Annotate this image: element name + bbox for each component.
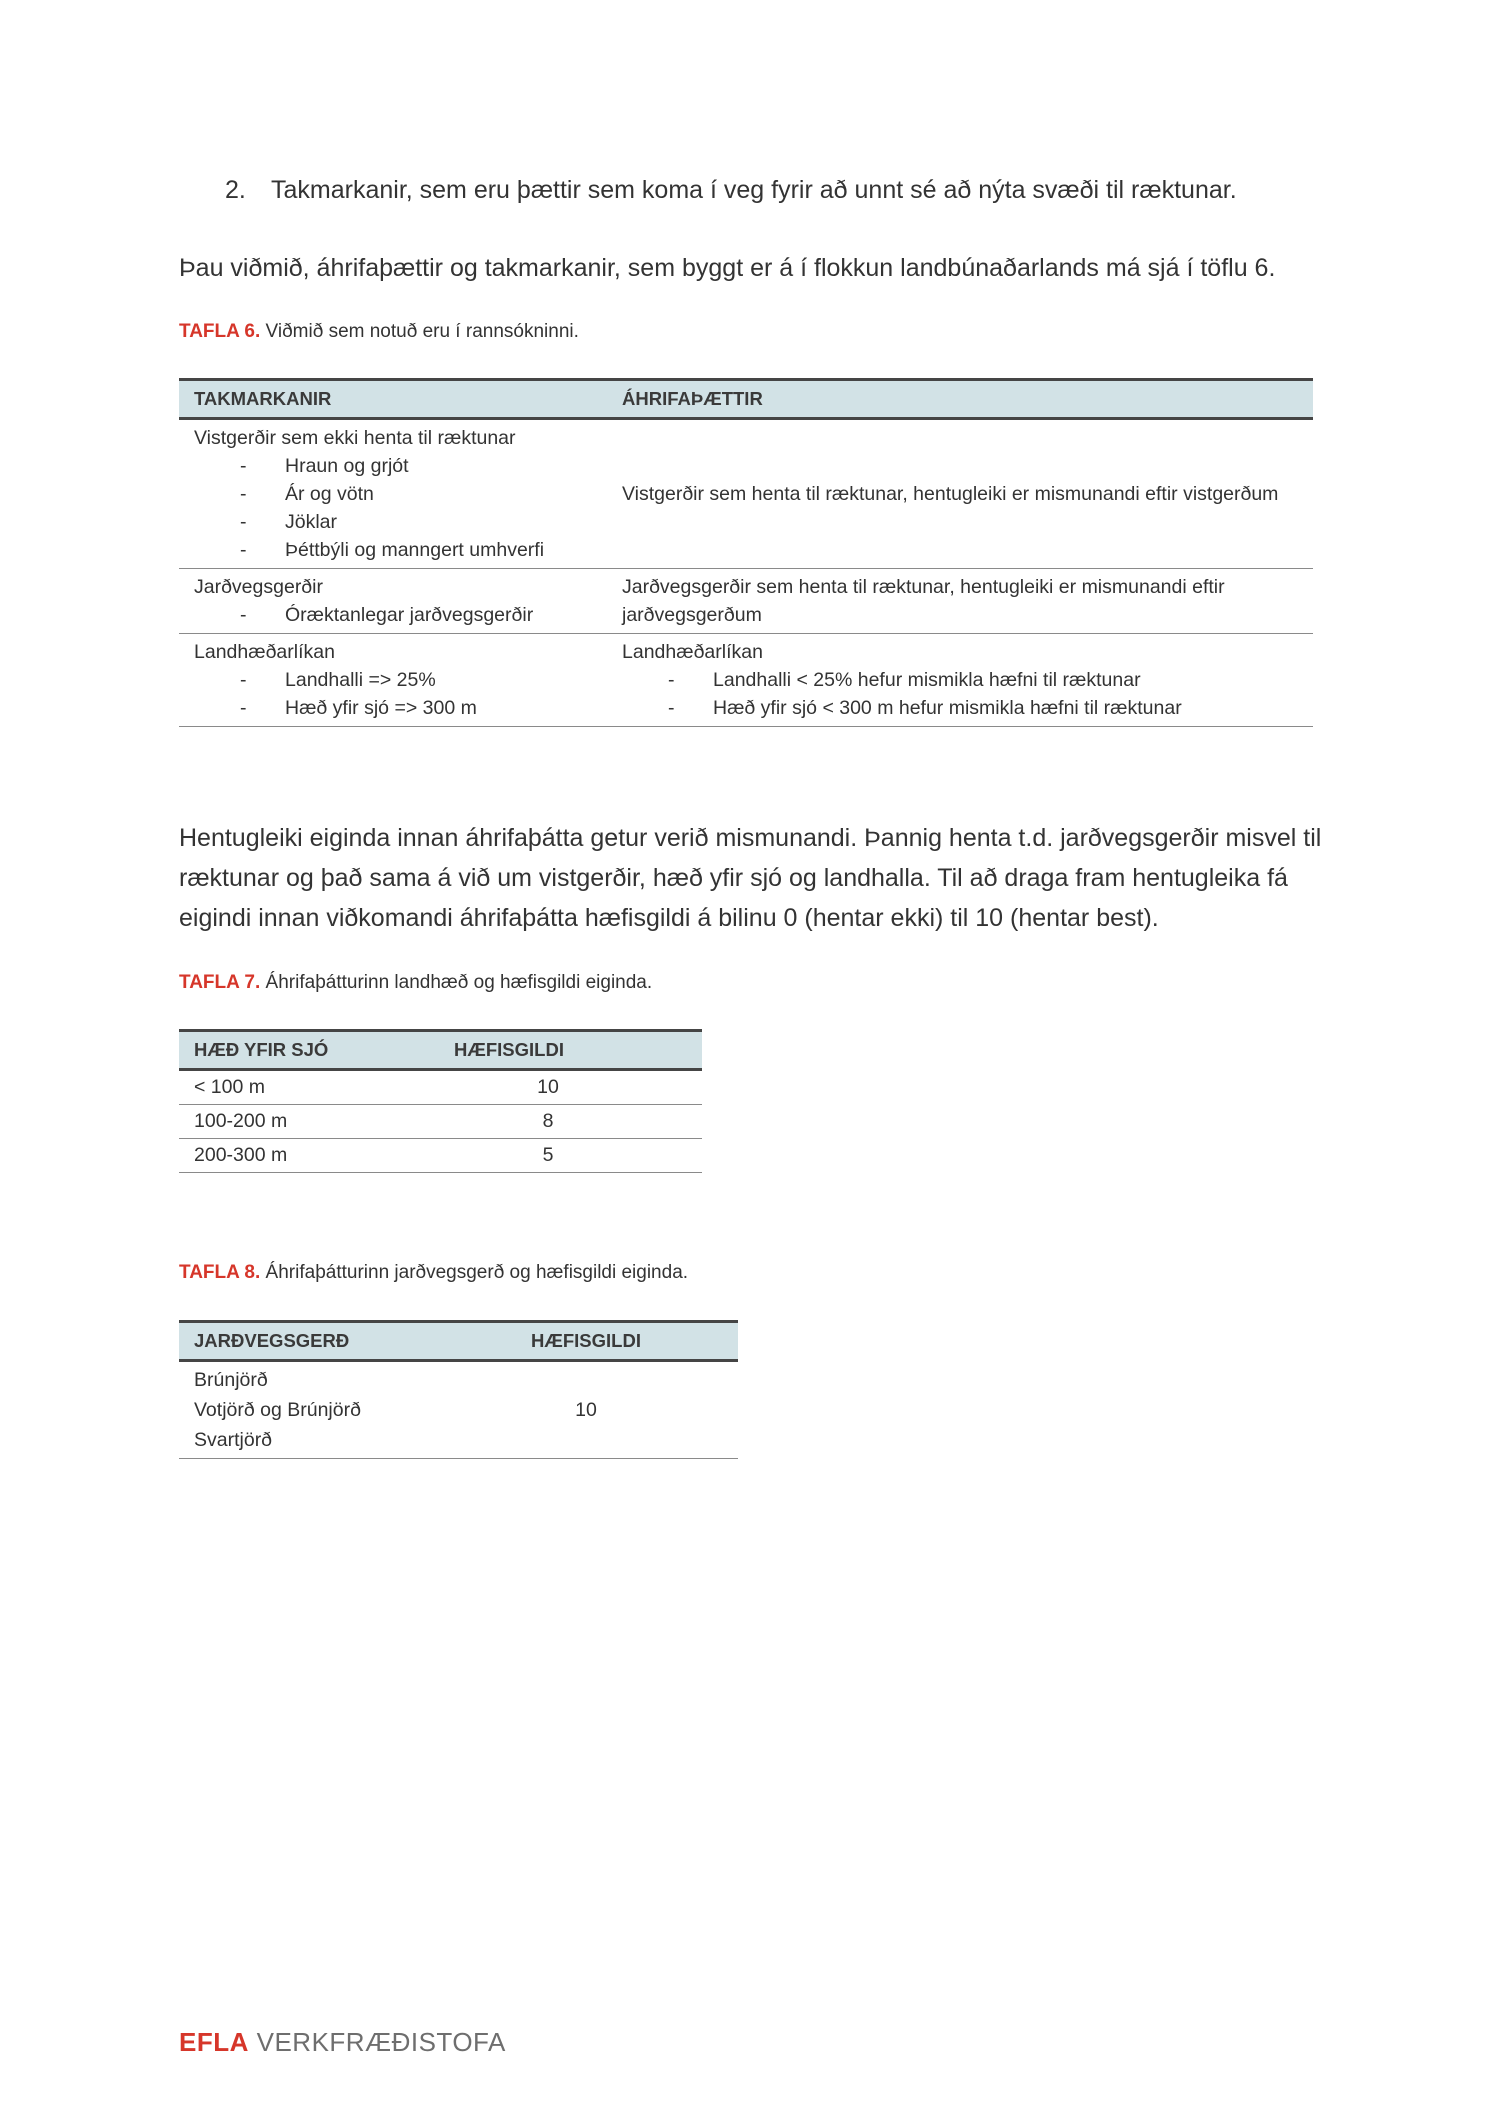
table8-soil-list	[179, 1361, 494, 1459]
table7-row2-height: 100-200 m	[194, 1110, 288, 1132]
list-item: - Landhalli => 25%	[194, 666, 597, 694]
table6-row1-right: Vistgerðir sem henta til ræktunar, hentugleiki er mismunandi eftir vistgerðum	[622, 483, 1279, 505]
table7-caption-label: TAFLA 7.	[179, 972, 261, 993]
table6-header-takmarkanir: TAKMARKANIR	[179, 380, 607, 419]
table6-row1-left	[179, 419, 607, 569]
list-item: - Þéttbýli og manngert umhverfi	[194, 536, 597, 564]
table8-header-row	[179, 1322, 738, 1361]
table-row	[179, 1070, 702, 1105]
table7-row1-value: 10	[537, 1076, 559, 1098]
table6-header-ahrifathaettir: ÁHRIFAÞÆTTIR	[607, 380, 1313, 419]
table6-row1-title: Vistgerðir sem ekki henta til ræktunar	[194, 427, 516, 449]
table-row	[179, 569, 1313, 634]
table7-header-value: HÆFISGILDI	[454, 1031, 702, 1070]
footer-logo	[179, 2027, 506, 2058]
table7-row2-value: 8	[542, 1110, 554, 1132]
intro-paragraph: Þau viðmið, áhrifaþættir og takmarkanir, sem byggt er á í flokkun landbúnaðarlands má sjá í töflu 6.	[179, 254, 1276, 282]
list-item: - Hraun og grjót	[194, 452, 597, 480]
table6-row3-right	[607, 634, 1313, 727]
table8-header-soil: JARÐVEGSGERÐ	[179, 1322, 494, 1361]
table6-row3-left	[179, 634, 607, 727]
table8-soil-1: Brúnjörð	[194, 1369, 268, 1391]
table7-caption	[179, 972, 652, 994]
table7-row1-height: < 100 m	[194, 1076, 266, 1098]
table6-header-row	[179, 380, 1313, 419]
table6-row2-left	[179, 569, 607, 634]
table6-row2-list	[194, 601, 597, 629]
table7-row3-value: 5	[542, 1144, 554, 1166]
table-row	[179, 634, 1313, 727]
table-row	[179, 1105, 702, 1139]
paragraph-hentugleiki: Hentugleiki eiginda innan áhrifaþátta getur verið mismunandi. Þannig henta t.d. jarðvegsgerðir misvel til ræktunar og það sama á við um vistgerðir, hæð yfir sjó og landhalla. Til að draga fram hentugleika fá eigindi innan viðkomandi áhrifaþátta hæfisgildi á bilinu 0 (hentar ekki) til 10 (hentar best).	[179, 824, 1322, 932]
table7-caption-text: Áhrifaþátturinn landhæð og hæfisgildi eiginda.	[260, 972, 653, 993]
table6-caption-label: TAFLA 6.	[179, 321, 261, 342]
table7-header-row	[179, 1031, 702, 1070]
list-number: 2.	[225, 176, 246, 204]
list-item: - Hæð yfir sjó < 300 m hefur mismikla hæfni til ræktunar	[622, 694, 1303, 722]
list-item: - Jöklar	[194, 508, 597, 536]
table8-header-value: HÆFISGILDI	[494, 1322, 738, 1361]
list-item-2	[225, 176, 1237, 205]
list-item: - Ár og vötn	[194, 480, 597, 508]
table6-caption-text: Viðmið sem notuð eru í rannsókninni.	[260, 321, 579, 342]
table7-row3-height: 200-300 m	[194, 1144, 288, 1166]
table6-row3-right-list	[622, 666, 1303, 722]
table7-header-height: HÆÐ YFIR SJÓ	[179, 1031, 454, 1070]
list-item: - Landhalli < 25% hefur mismikla hæfni til ræktunar	[622, 666, 1303, 694]
table6-row3-right-title: Landhæðarlíkan	[622, 641, 763, 663]
table6-caption	[179, 321, 579, 343]
table6	[179, 378, 1313, 727]
table8-caption-label: TAFLA 8.	[179, 1262, 261, 1283]
table8-soil-3: Svartjörð	[194, 1429, 273, 1451]
table6-row2-right: Jarðvegsgerðir sem henta til ræktunar, hentugleiki er mismunandi eftir jarðvegsgerðum	[622, 576, 1225, 626]
table7	[179, 1029, 702, 1173]
table8	[179, 1320, 738, 1459]
efla-verkfraedistofa: VERKFRÆÐISTOFA	[248, 2027, 506, 2057]
list-item: - Óræktanlegar jarðvegsgerðir	[194, 601, 597, 629]
efla-brand: EFLA	[179, 2027, 249, 2057]
table6-row2-title: Jarðvegsgerðir	[194, 576, 323, 598]
table8-caption-text: Áhrifaþátturinn jarðvegsgerð og hæfisgildi eiginda.	[260, 1262, 689, 1283]
table8-caption	[179, 1262, 688, 1284]
table-row	[179, 1361, 738, 1459]
table-row	[179, 419, 1313, 569]
table6-row3-title: Landhæðarlíkan	[194, 641, 335, 663]
table6-row3-list	[194, 666, 597, 722]
table8-value: 10	[575, 1399, 597, 1421]
table6-row1-list	[194, 452, 597, 564]
list-text: Takmarkanir, sem eru þættir sem koma í veg fyrir að unnt sé að nýta svæði til ræktunar.	[271, 176, 1237, 204]
table-row	[179, 1139, 702, 1173]
table8-soil-2: Votjörð og Brúnjörð	[194, 1399, 361, 1421]
list-item: - Hæð yfir sjó => 300 m	[194, 694, 597, 722]
